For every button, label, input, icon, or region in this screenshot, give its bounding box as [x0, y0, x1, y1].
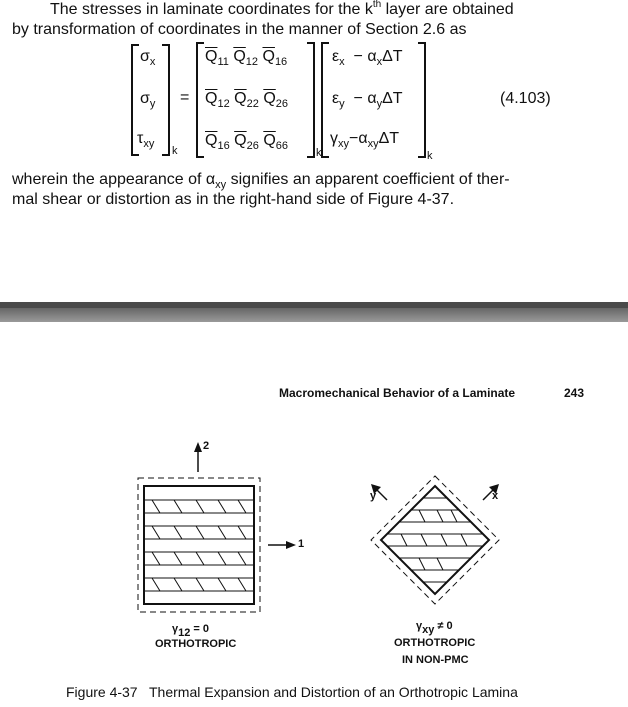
- subscript: xy: [422, 624, 435, 636]
- relation: ≠ 0: [434, 620, 453, 632]
- subscript: 26: [275, 98, 289, 110]
- intro-text: The stresses in laminate coordinates for the k: [50, 1, 373, 18]
- subscript-k: k: [316, 147, 322, 159]
- subscript: y: [149, 98, 156, 110]
- tau-symbol: τ: [137, 130, 144, 147]
- alpha-symbol: α: [358, 130, 368, 147]
- subscript: 26: [246, 140, 259, 152]
- left-label: ORTHOTROPIC: [155, 638, 237, 650]
- axis-1-label: 1: [298, 538, 305, 550]
- minus-sign: −: [353, 48, 363, 65]
- q-symbol: $\overline{Q}$: [233, 48, 246, 65]
- q-symbol: $\overline{Q}$: [205, 48, 218, 65]
- q-symbol: $\overline{Q}$: [205, 90, 218, 107]
- subscript: 16: [217, 140, 230, 152]
- subscript: x: [376, 56, 383, 68]
- stress-y: [140, 90, 155, 108]
- intro-line-1: [50, 0, 514, 22]
- subscript: 12: [245, 56, 259, 68]
- bracket-right: [418, 42, 426, 158]
- bracket-right: [162, 44, 170, 156]
- gamma-symbol: γ: [416, 620, 423, 632]
- sigma-symbol: σ: [140, 90, 150, 107]
- bracket-left: [196, 42, 204, 158]
- subscript: y: [376, 98, 383, 110]
- lamina-square: [144, 486, 254, 604]
- lamina-diamond: [381, 486, 489, 594]
- delta-t: ΔT: [382, 90, 403, 107]
- q-symbol: $\overline{Q}$: [234, 132, 247, 149]
- bracket-left: [321, 42, 329, 158]
- alpha-symbol: α: [205, 171, 216, 188]
- delta-t: ΔT: [382, 48, 403, 65]
- subscript: x: [149, 56, 156, 68]
- gamma-symbol: γ: [330, 130, 338, 147]
- subscript: xy: [215, 179, 227, 191]
- stress-xy: [137, 130, 154, 148]
- page-number: 243: [564, 386, 585, 400]
- q-row-2: [205, 90, 288, 108]
- axis-x-label: x: [492, 490, 499, 502]
- alpha-symbol: α: [367, 90, 377, 107]
- subscript-k: k: [427, 150, 433, 162]
- relation: = 0: [190, 623, 210, 635]
- subscript: y: [339, 98, 345, 110]
- right-gamma-label: [416, 620, 453, 636]
- after-text-end: signifies an apparent coefficient of ther-: [226, 171, 510, 188]
- right-label-2: IN NON-PMC: [402, 654, 469, 666]
- sigma-symbol: σ: [140, 48, 150, 65]
- equals-sign: =: [180, 89, 190, 106]
- axis-2-label: 2: [203, 440, 210, 452]
- axis-y-label: y: [370, 490, 377, 502]
- stress-x: [140, 48, 155, 66]
- delta-t: ΔT: [378, 130, 400, 147]
- minus-sign: −: [349, 130, 359, 147]
- subscript: xy: [338, 138, 349, 150]
- q-symbol: $\overline{Q}$: [234, 90, 247, 107]
- q-symbol: $\overline{Q}$: [263, 90, 276, 107]
- alpha-symbol: α: [367, 48, 377, 65]
- strain-row-3: [330, 130, 399, 148]
- subscript: 16: [274, 56, 288, 68]
- intro-line-2: by transformation of coordinates in the manner of Section 2.6 as: [12, 21, 467, 38]
- subscript: 22: [246, 98, 259, 110]
- q-symbol: $\overline{Q}$: [205, 132, 218, 149]
- figure-right-diagram: [365, 470, 505, 610]
- right-label-1: ORTHOTROPIC: [394, 637, 476, 649]
- q-symbol: $\overline{Q}$: [262, 48, 275, 65]
- after-line-2: mal shear or distortion as in the right-hand side of Figure 4-37.: [12, 191, 455, 208]
- figure-caption: Figure 4-37 Thermal Expansion and Distortion of an Orthotropic Lamina: [66, 684, 518, 700]
- q-row-1: [205, 48, 287, 66]
- left-gamma-label: [172, 623, 210, 639]
- strain-row-2: [332, 90, 403, 108]
- subscript: 66: [275, 140, 289, 152]
- equation-number: (4.103): [500, 90, 551, 107]
- subscript: 12: [217, 98, 230, 110]
- page-divider-shade: [0, 308, 628, 322]
- q-row-3: [205, 132, 288, 150]
- subscript: 11: [217, 56, 229, 68]
- intro-text-end: layer are obtained: [381, 1, 514, 18]
- subscript: xy: [143, 138, 155, 150]
- arrow-up-icon: [194, 442, 202, 452]
- q-symbol: $\overline{Q}$: [263, 132, 276, 149]
- epsilon-symbol: ε: [332, 48, 340, 65]
- after-line-1: [12, 170, 510, 191]
- figure-left-diagram: [130, 440, 320, 620]
- subscript-k: k: [172, 145, 178, 157]
- arrow-right-icon: [286, 541, 296, 549]
- epsilon-symbol: ε: [332, 90, 340, 107]
- minus-sign: −: [353, 90, 363, 107]
- gamma-symbol: γ: [172, 623, 179, 635]
- subscript: xy: [367, 138, 379, 150]
- bracket-right: [307, 42, 315, 158]
- after-text: wherein the appearance of: [12, 171, 206, 188]
- subscript: x: [339, 56, 345, 68]
- superscript-th: th: [372, 0, 382, 10]
- strain-row-1: [332, 48, 403, 66]
- subscript: 12: [178, 627, 191, 639]
- running-header-title: Macromechanical Behavior of a Laminate: [279, 386, 516, 400]
